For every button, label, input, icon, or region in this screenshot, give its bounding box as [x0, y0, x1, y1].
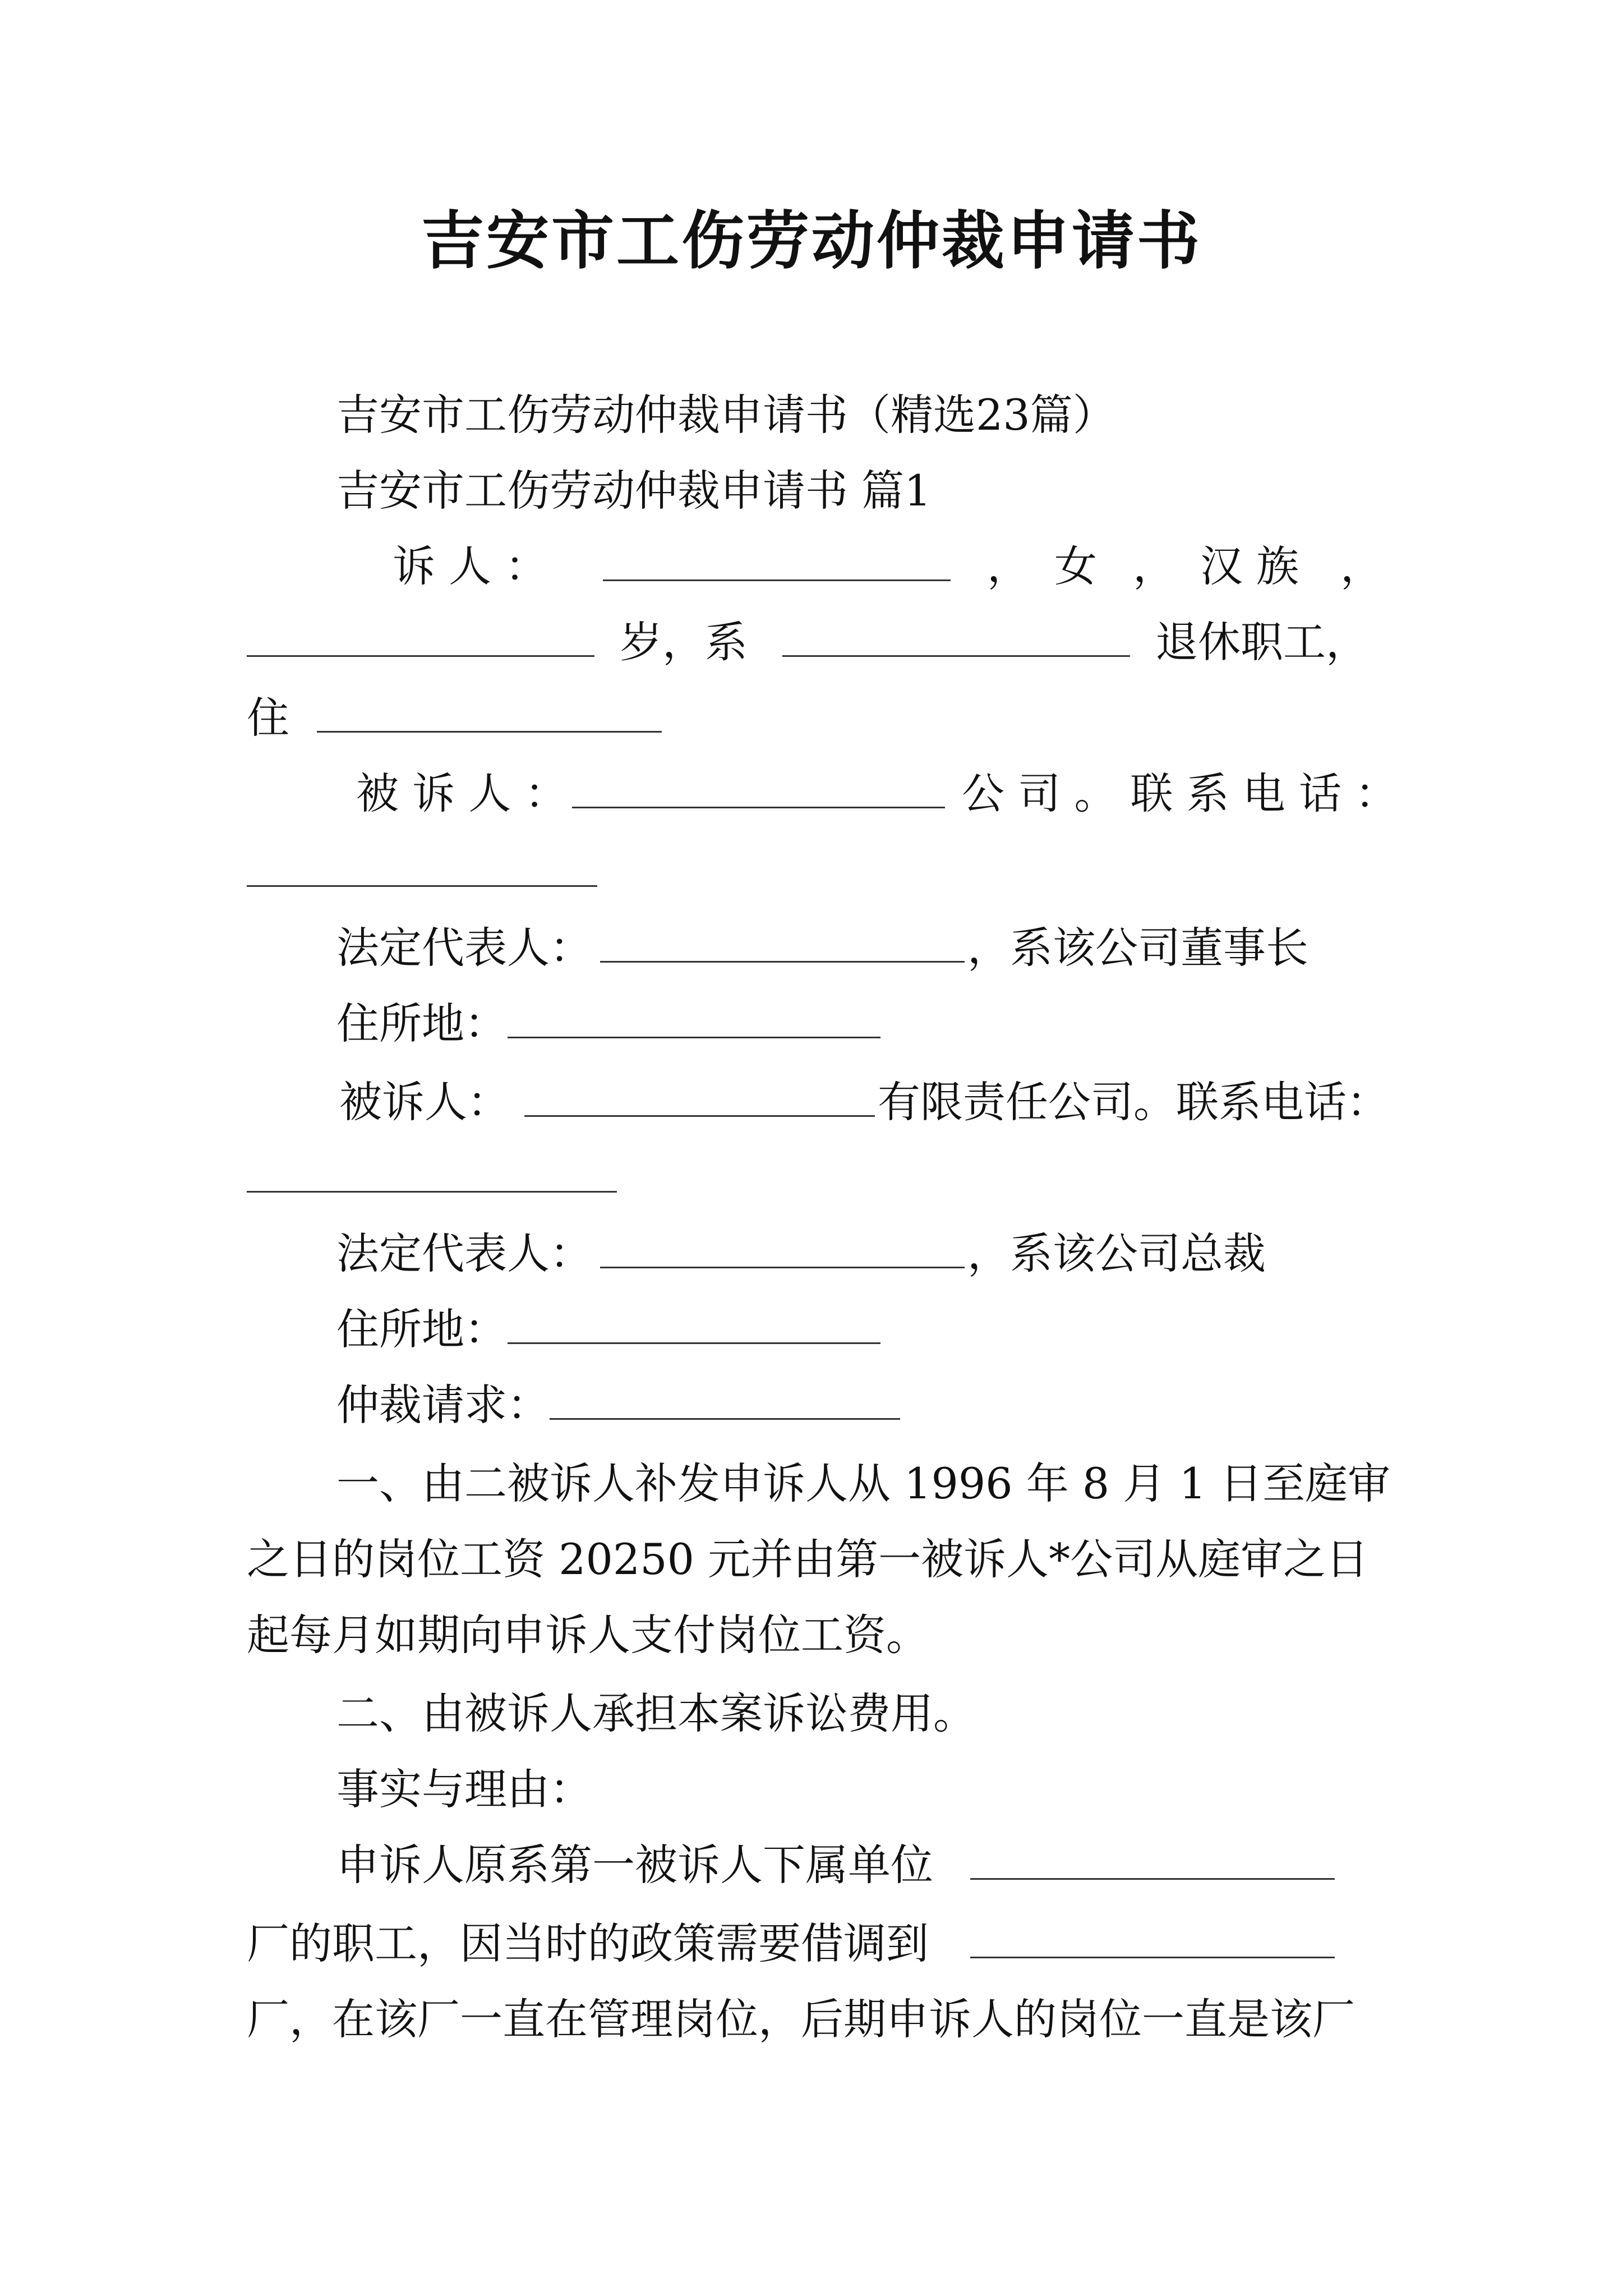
- facts-unit-blank: [970, 1837, 1335, 1893]
- applicant-age-suffix: 岁，系: [620, 617, 748, 667]
- facts-line-1: 申诉人原系第一被诉人下属单位: [336, 1840, 933, 1890]
- claim1-line-1: 一、由二被诉人补发申诉人从 1996 年 8 月 1 日至庭审: [336, 1458, 1391, 1508]
- applicant-sep2: ，: [1133, 541, 1175, 591]
- respondent1-company-suffix: 公 司 。 联 系 电 话 ：: [962, 769, 1398, 818]
- claim1-line-2: 之日的岗位工资 20250 元并由第一被诉人*公司从庭审之日: [247, 1534, 1369, 1584]
- applicant-gender: 女: [1054, 541, 1097, 591]
- respondent2-rep-label: 法定代表人：: [336, 1228, 592, 1278]
- facts-label: 事实与理由：: [336, 1764, 592, 1814]
- claim1-line-3: 起每月如期向申诉人支付岗位工资。: [247, 1610, 929, 1660]
- document-subtitle: 吉安市工伤劳动仲裁申请书（精选23篇）: [336, 390, 1115, 440]
- facts-line-3: 厂，在该厂一直在管理岗位，后期申诉人的岗位一直是该厂: [247, 1994, 1355, 2044]
- applicant-address-blank: [317, 690, 662, 746]
- respondent2-address-blank: [508, 1301, 880, 1358]
- claims-blank: [550, 1377, 900, 1433]
- respondent2-address-label: 住所地：: [336, 1304, 507, 1354]
- applicant-employer-suffix: 退休职工，: [1155, 617, 1368, 667]
- document-title: 吉安市工伤劳动仲裁申请书: [421, 204, 1202, 278]
- respondent2-company-suffix: 有限责任公司。联系电话：: [878, 1077, 1389, 1127]
- applicant-sep1: ，: [987, 541, 1030, 591]
- facts-line-2: 厂的职工，因当时的政策需要借调到: [247, 1918, 929, 1968]
- respondent2-rep-blank: [600, 1226, 965, 1282]
- applicant-ethnicity: 汉 族: [1200, 541, 1299, 591]
- applicant-age-blank: [247, 614, 594, 670]
- respondent2-rep-suffix: ，系该公司总裁: [967, 1228, 1266, 1278]
- applicant-sep3: ，: [1340, 541, 1383, 591]
- respondent1-rep-blank: [600, 920, 965, 976]
- respondent1-phone-blank: [247, 844, 597, 900]
- claim2: 二、由被诉人承担本案诉讼费用。: [336, 1688, 976, 1738]
- respondent2-phone-blank: [247, 1150, 617, 1206]
- respondent2-label: 被诉人：: [339, 1077, 510, 1127]
- applicant-name-blank: [603, 539, 951, 595]
- claims-label: 仲裁请求：: [336, 1380, 550, 1430]
- applicant-employer-blank: [782, 614, 1130, 670]
- facts-transfer-blank: [970, 1916, 1335, 1972]
- section-heading: 吉安市工伤劳动仲裁申请书 篇1: [336, 466, 932, 516]
- respondent1-company-blank: [572, 766, 945, 822]
- respondent1-label: 被 诉 人 ：: [356, 769, 568, 818]
- respondent1-rep-suffix: ，系该公司董事长: [967, 923, 1308, 973]
- applicant-address-label: 住: [247, 693, 289, 743]
- applicant-label: 诉 人 ：: [393, 541, 548, 591]
- respondent1-address-blank: [508, 996, 880, 1052]
- respondent2-company-blank: [524, 1074, 875, 1130]
- respondent1-address-label: 住所地：: [336, 999, 507, 1048]
- respondent1-rep-label: 法定代表人：: [336, 923, 592, 973]
